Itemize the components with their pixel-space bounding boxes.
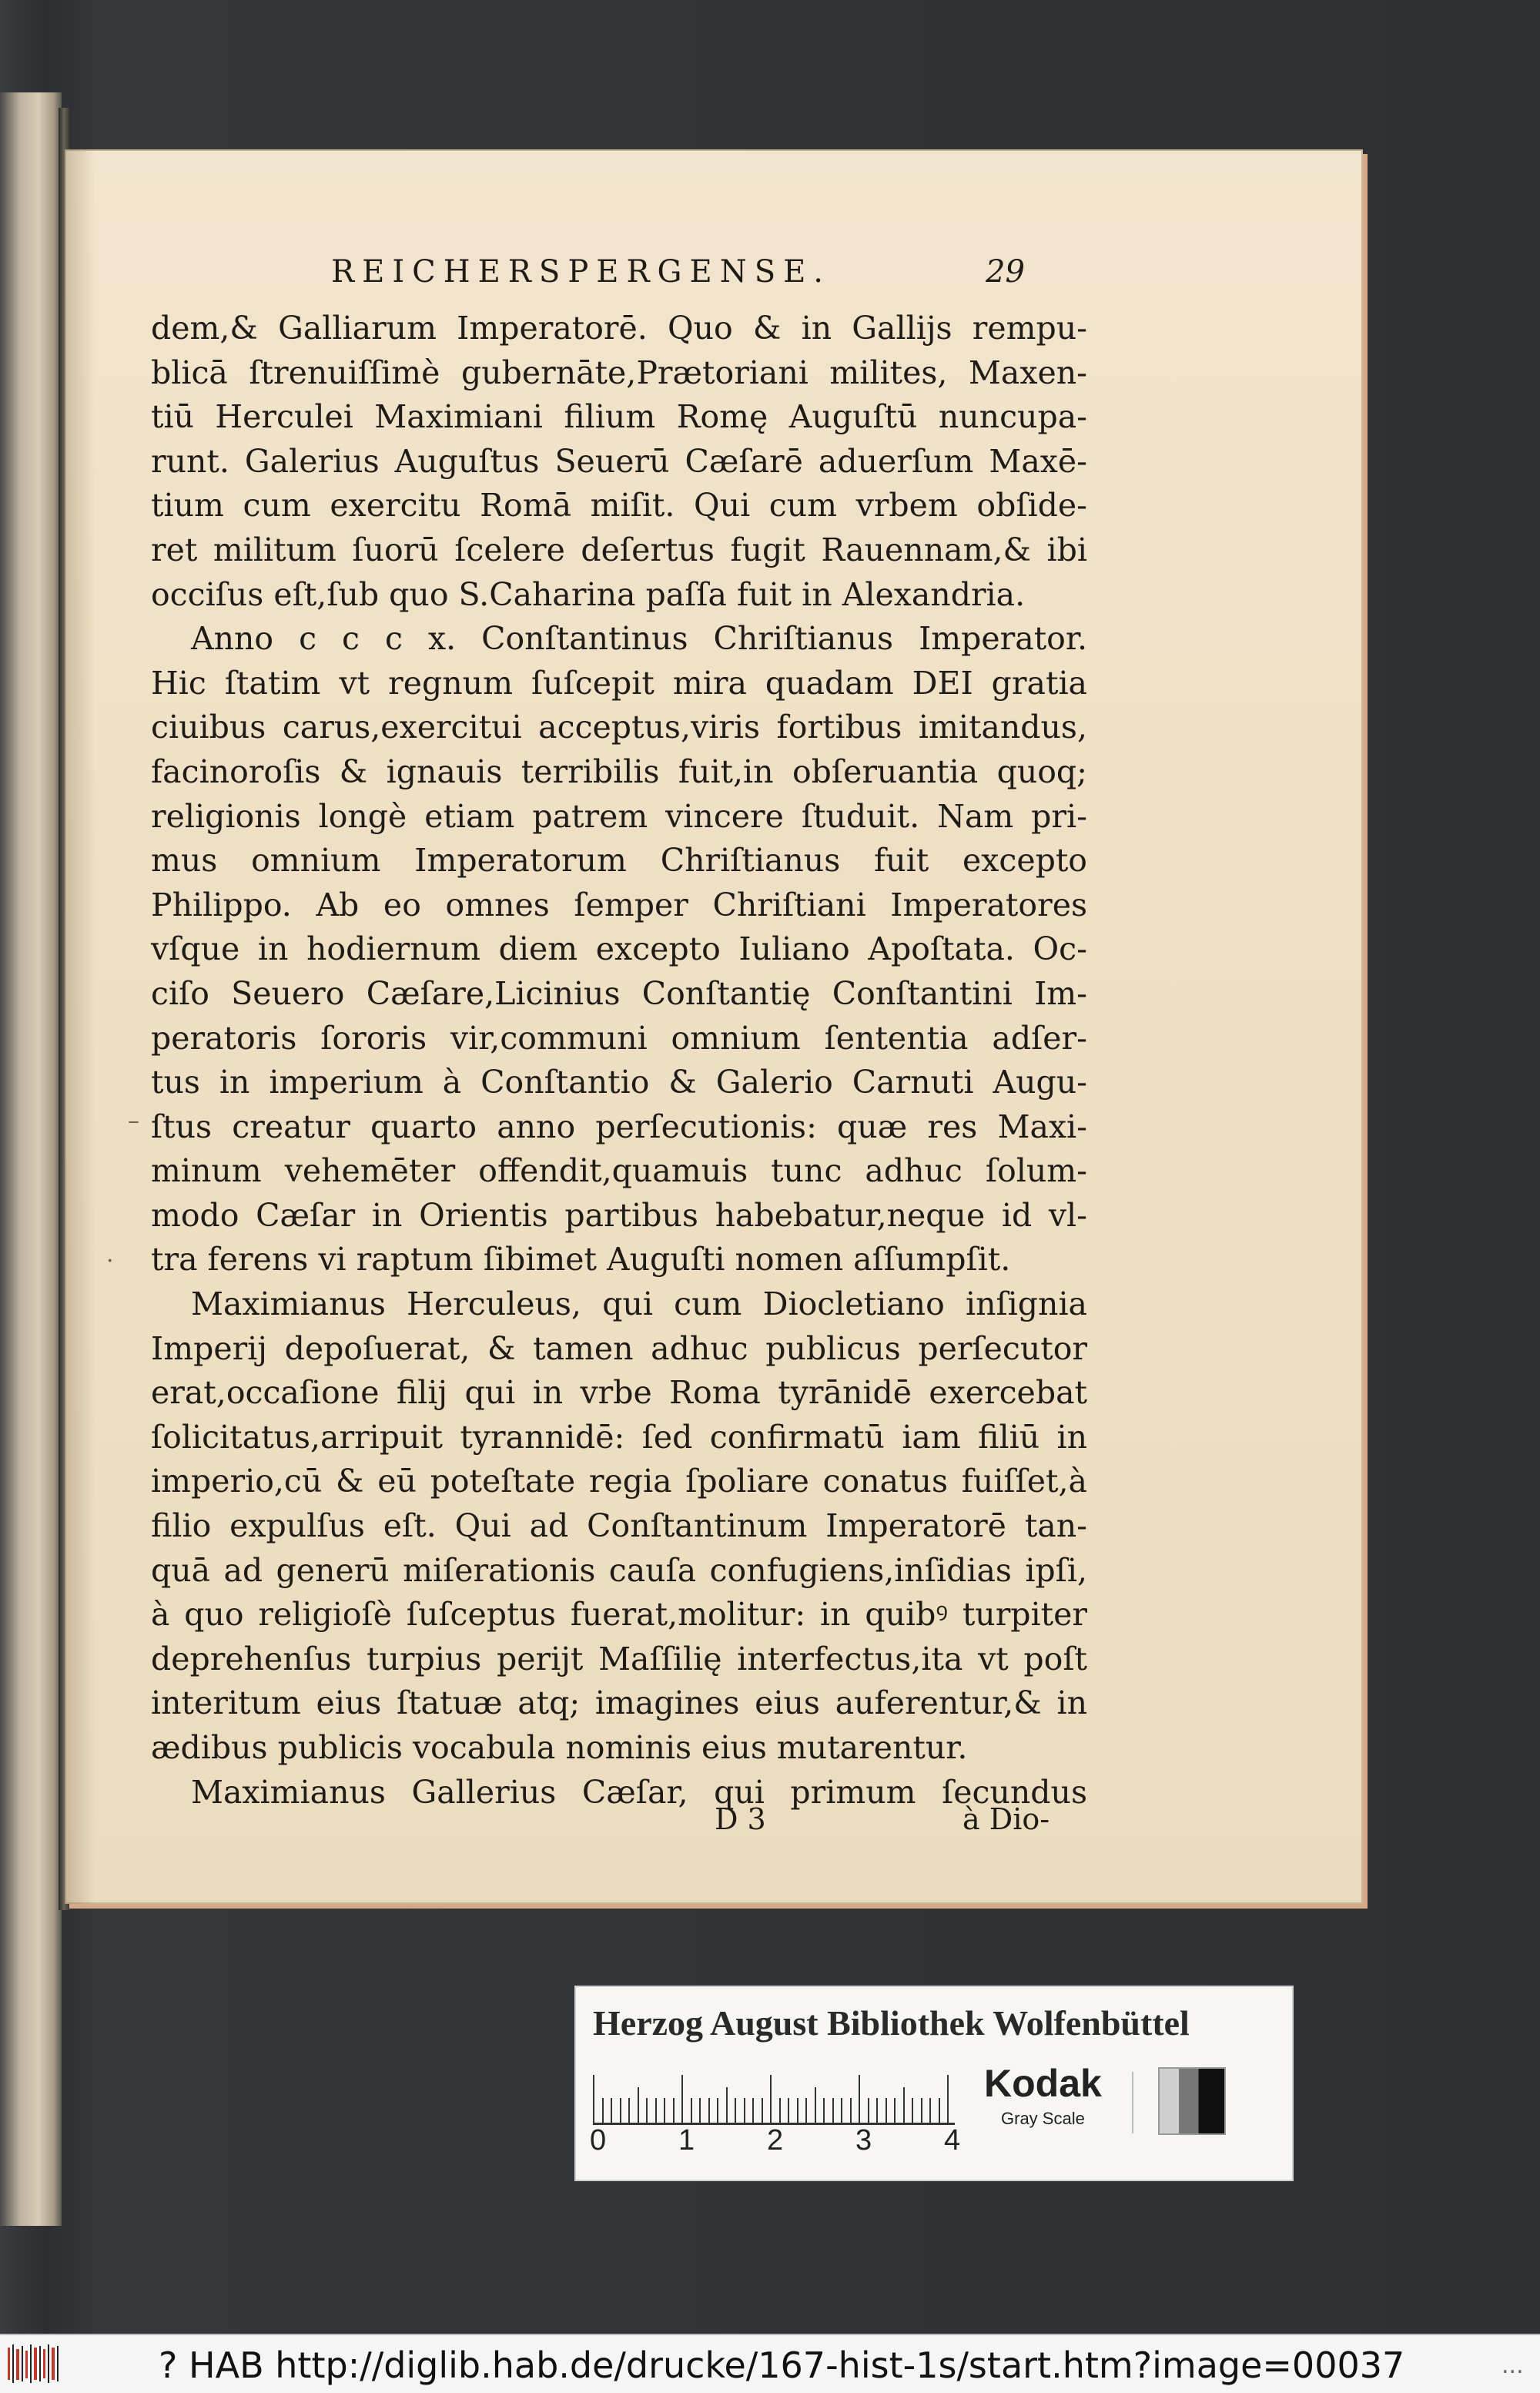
text-line: occiſus eſt,ſub quo S.Caharina paſſa fuit in Alexandria. (151, 575, 1026, 613)
ruler-tick (673, 2098, 675, 2123)
page-gutter-shade (65, 149, 95, 1904)
text-line: Hic ſtatim vt regnum ſuſcepit mira quadam DEI gratia (151, 664, 1087, 702)
ruler-tick (744, 2098, 745, 2123)
text-line: minum vehemēter offendit,quamuis tunc adhuc ſolum- (151, 1152, 1087, 1190)
ruler-tick (770, 2075, 772, 2123)
kodak-subtitle: Gray Scale (1001, 2109, 1085, 2128)
ruler-tick (717, 2098, 718, 2123)
ruler-tick (735, 2098, 736, 2123)
text-line: interitum eius ſtatuæ atq; imagines eius auferentur,& in (151, 1684, 1087, 1722)
ruler-tick (611, 2098, 612, 2123)
page-text (151, 307, 1087, 1815)
ruler-tick (947, 2075, 949, 2123)
running-head: REICHERSPERGENSE. (331, 254, 832, 290)
scale-ruler (593, 2069, 955, 2125)
text-line: dem,& Galliarum Imperatorē. Quo & in Gallijs rempu- (151, 310, 1087, 347)
ruler-tick (832, 2098, 834, 2123)
library-label (574, 1986, 1294, 2181)
text-line: peratoris ſororis vir,communi omnium ſententia adſer- (151, 1019, 1087, 1057)
ruler-tick (646, 2098, 648, 2123)
page-url[interactable]: ? HAB http://diglib.hab.de/drucke/167-hist-1s/start.htm?image=00037 (159, 2344, 1405, 2386)
page-number: 29 (986, 254, 1025, 290)
text-line: ret militum ſuorū ſcelere deſertus fugit Rauennam,& ibi (151, 531, 1087, 568)
text-line: Philippo. Ab eo omnes ſemper Chriſtiani Imperatores (151, 886, 1087, 923)
text-line: blicā ſtrenuiſſimè gubernāte,Prætoriani milites, Maxen- (151, 354, 1087, 391)
ruler-tick (886, 2098, 887, 2123)
more-icon[interactable]: ... (1502, 2352, 1524, 2379)
ruler-tick (752, 2098, 754, 2123)
ruler-tick (868, 2098, 869, 2123)
ruler-tick (602, 2098, 604, 2123)
ruler-tick (638, 2087, 639, 2123)
ruler-tick (762, 2098, 763, 2123)
signature-mark: D 3 (715, 1802, 766, 1836)
text-line: deprehenſus turpius perijt Maſſilię interfectus,ita vt poſt (151, 1640, 1087, 1677)
library-name: Herzog August Bibliothek Wolfenbüttel (593, 2003, 1190, 2043)
barcode-icon (6, 2343, 65, 2385)
text-line: Imperij depoſuerat, & tamen adhuc publicus perſecutor (151, 1329, 1087, 1367)
ruler-number: 0 (590, 2124, 607, 2157)
ruler-tick (681, 2075, 683, 2123)
gray-scale-swatch (1158, 2067, 1226, 2135)
ruler-number: 1 (678, 2124, 695, 2157)
text-line: erat,occaſione filij qui in vrbe Roma tyrānidē exercebat (151, 1374, 1087, 1412)
ruler-tick (708, 2098, 710, 2123)
margin-mark: · (106, 1248, 114, 1275)
ruler-tick (593, 2075, 594, 2123)
ruler-tick (929, 2098, 931, 2123)
ruler-tick (779, 2098, 781, 2123)
ruler-tick (620, 2098, 621, 2123)
ruler-tick (939, 2098, 940, 2123)
text-line: ciſo Seuero Cæſare,Licinius Conſtantię Conſtantini Im- (151, 974, 1087, 1012)
ruler-tick (628, 2098, 630, 2123)
text-line: tium cum exercitu Romā miſit. Qui cum vrbem obſide- (151, 487, 1087, 525)
ruler-tick (691, 2098, 692, 2123)
text-line: Anno c c c x. Conſtantinus Chriſtianus Imperator. (191, 620, 1087, 658)
text-line: mus omnium Imperatorum Chriſtianus fuit excepto (151, 842, 1087, 880)
ruler-number: 3 (855, 2124, 872, 2157)
text-line: ſolicitatus,arripuit tyrannidē: ſed confirmatū iam filiū in (151, 1418, 1087, 1456)
ruler-tick (841, 2098, 842, 2123)
left-page-edge (0, 92, 62, 2226)
text-line: tus in imperium à Conſtantio & Galerio Carnuti Augu- (151, 1064, 1087, 1101)
text-line: tiū Herculei Maximiani filium Romę Auguſtū nuncupa- (151, 398, 1087, 436)
text-line: Maximianus Gallerius Cæſar, qui primum ſecundus (191, 1773, 1087, 1811)
ruler-tick (664, 2098, 665, 2123)
text-line: filio expulſus eſt. Qui ad Conſtantinum Imperatorē tan- (151, 1507, 1087, 1545)
text-line: religionis longè etiam patrem vincere ſtuduit. Nam pri- (151, 797, 1087, 835)
text-line: à quo religioſè ſuſceptus fuerat,molitur: in quibꝰ turpiter (151, 1596, 1087, 1634)
ruler-tick (823, 2098, 825, 2123)
ruler-tick (894, 2098, 896, 2123)
text-line: ſtus creatur quarto anno perſecutionis: quæ res Maxi- (151, 1108, 1087, 1145)
catchword: à Dio- (962, 1802, 1050, 1836)
text-line: tra ferens vi raptum ſibimet Auguſti nomen aſſumpſit. (151, 1241, 1011, 1279)
ruler-tick (903, 2087, 905, 2123)
margin-mark: – (128, 1108, 139, 1134)
text-line: ædibus publicis vocabula nominis eius mutarentur. (151, 1729, 968, 1766)
ruler-number: 2 (767, 2124, 784, 2157)
text-line: modo Cæſar in Orientis partibus habebatur,neque id vl- (151, 1196, 1087, 1234)
text-line: ciuibus carus,exercitui acceptus,viris fortibus imitandus, (151, 709, 1087, 746)
ruler-tick (859, 2075, 860, 2123)
text-line: imperio,cū & eū poteſtate regia ſpoliare conatus fuiſſet,à (151, 1463, 1087, 1500)
ruler-tick (876, 2098, 878, 2123)
text-line: Maximianus Herculeus, qui cum Diocletiano inſignia (191, 1285, 1087, 1323)
text-line: facinoroſis & ignauis terribilis fuit,in obſeruantia quoq; (151, 752, 1087, 790)
status-bar (0, 2334, 1540, 2393)
ruler-tick (655, 2098, 657, 2123)
ruler-tick (726, 2087, 728, 2123)
ruler-tick (805, 2098, 807, 2123)
label-divider (1132, 2072, 1133, 2133)
ruler-tick (912, 2098, 913, 2123)
kodak-logo: Kodak (984, 2062, 1102, 2105)
ruler-tick (797, 2098, 798, 2123)
ruler-tick (921, 2098, 922, 2123)
text-line: runt. Galerius Auguſtus Seuerū Cæſarē aduerſum Maxē- (151, 442, 1087, 480)
ruler-tick (850, 2098, 852, 2123)
ruler-tick (815, 2087, 816, 2123)
ruler-tick (788, 2098, 789, 2123)
text-line: quā ad generū miſerationis cauſa confugiens,inſidias ipſi, (151, 1551, 1087, 1589)
ruler-number: 4 (944, 2124, 961, 2157)
text-line: vſque in hodiernum diem excepto Iuliano Apoſtata. Oc- (151, 930, 1087, 968)
ruler-tick (699, 2098, 701, 2123)
